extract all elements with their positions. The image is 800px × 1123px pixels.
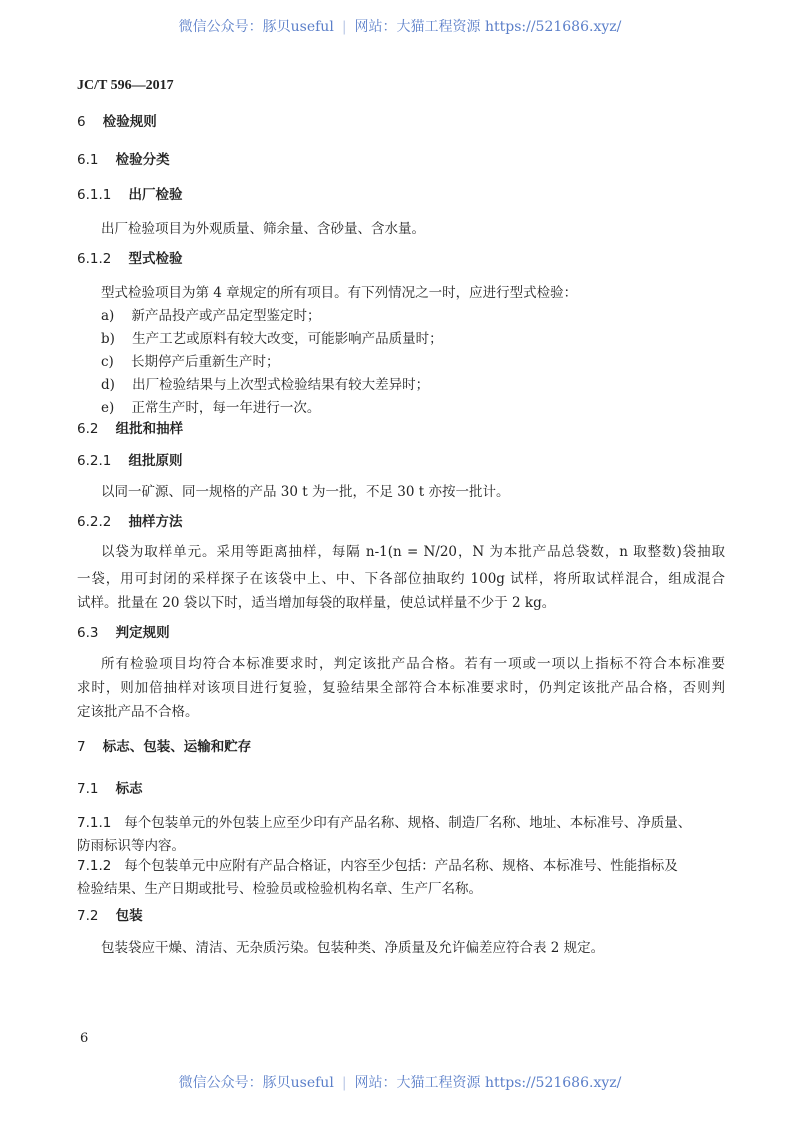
section-title: 组批原则 <box>128 453 183 469</box>
section-title: 判定规则 <box>115 625 170 641</box>
list-item <box>101 399 320 417</box>
heading-7 <box>77 738 251 756</box>
heading-6-2 <box>77 420 183 438</box>
list-marker: a) <box>101 308 115 324</box>
paragraph: 出厂检验项目为外观质量、筛余量、含砂量、含水量。 <box>101 221 425 237</box>
list-text: 长期停产后重新生产时； <box>131 354 280 370</box>
section-number: 6.3 <box>77 625 99 641</box>
heading-7-1 <box>77 780 143 798</box>
paragraph-line: 防雨标识等内容。 <box>77 838 185 854</box>
list-text: 正常生产时，每一年进行一次。 <box>131 400 321 416</box>
watermark-site: 网站：大猫工程资源 https://521686.xyz/ <box>354 19 622 35</box>
section-number: 7.1 <box>77 781 99 797</box>
watermark-header <box>0 18 800 36</box>
list-text: 出厂检验结果与上次型式检验结果有较大差异时； <box>132 377 430 393</box>
watermark-wechat: 微信公众号：豚贝useful <box>178 19 334 35</box>
heading-6-1-1 <box>77 186 183 204</box>
paragraph-line: 求时，则加倍抽样对该项目进行复验，复验结果全部符合本标准要求时，仍判定该批产品合格，否则判 <box>77 680 725 696</box>
section-number: 6.1.2 <box>77 251 112 267</box>
section-title: 标志、包装、运输和贮存 <box>102 739 252 755</box>
clause-7-1-1 <box>77 814 691 832</box>
standard-code: JC/T 596—2017 <box>77 78 174 93</box>
heading-6-2-2 <box>77 513 183 531</box>
paragraph-line: 定该批产品不合格。 <box>77 704 199 720</box>
paragraph: 包装袋应干燥、清洁、无杂质污染。包装种类、净质量及允许偏差应符合表 2 规定。 <box>101 940 605 956</box>
section-title: 标志 <box>115 781 143 797</box>
list-marker: e) <box>101 400 115 416</box>
heading-6-1 <box>77 151 170 169</box>
section-number: 6.2 <box>77 421 99 437</box>
watermark-footer <box>0 1074 800 1092</box>
paragraph-line: 所有检验项目均符合本标准要求时，判定该批产品合格。若有一项或一项以上指标不符合本标准要 <box>101 656 725 672</box>
heading-7-2 <box>77 907 143 925</box>
section-title: 检验规则 <box>102 114 157 130</box>
section-title: 组批和抽样 <box>115 421 184 437</box>
section-number: 7.2 <box>77 908 99 924</box>
section-number: 6 <box>77 114 86 130</box>
paragraph-line: 以袋为取样单元。采用等距离抽样，每隔 n-1(n = N/20，N 为本批产品总袋数，n 取整数)袋抽取 <box>101 544 725 560</box>
section-number: 6.2.1 <box>77 453 112 469</box>
section-title: 检验分类 <box>115 152 170 168</box>
paragraph-line: 试样。批量在 20 袋以下时，适当增加每袋的取样量，使总试样量不少于 2 kg。 <box>77 595 556 611</box>
section-title: 包装 <box>115 908 143 924</box>
clause-text: 每个包装单元中应附有产品合格证，内容至少包括：产品名称、规格、本标准号、性能指标及 <box>124 858 678 874</box>
watermark-separator: | <box>341 19 347 35</box>
section-title: 型式检验 <box>128 251 183 267</box>
list-item <box>101 307 321 325</box>
heading-6 <box>77 113 157 131</box>
section-number: 6.1.1 <box>77 187 112 203</box>
section-number: 7.1.1 <box>77 815 112 831</box>
clause-7-1-2 <box>77 857 678 875</box>
section-title: 出厂检验 <box>128 187 183 203</box>
list-marker: b) <box>101 331 115 347</box>
paragraph-line: 检验结果、生产日期或批号、检验员或检验机构名章、生产厂名称。 <box>77 881 482 897</box>
list-item <box>101 330 443 348</box>
section-number: 6.2.2 <box>77 514 112 530</box>
page-number: 6 <box>80 1031 89 1046</box>
list-item <box>101 353 280 371</box>
paragraph-line: 一袋，用可封闭的采样探子在该袋中上、中、下各部位抽取约 100g 试样，将所取试样混合，组成混合 <box>77 571 725 587</box>
section-number: 7.1.2 <box>77 858 112 874</box>
heading-6-3 <box>77 624 170 642</box>
list-marker: c) <box>101 354 114 370</box>
watermark-separator: | <box>341 1075 347 1091</box>
paragraph: 以同一矿源、同一规格的产品 30 t 为一批，不足 30 t 亦按一批计。 <box>101 484 510 500</box>
section-number: 6.1 <box>77 152 99 168</box>
section-number: 7 <box>77 739 86 755</box>
list-marker: d) <box>101 377 115 393</box>
list-text: 新产品投产或产品定型鉴定时； <box>131 308 321 324</box>
clause-text: 每个包装单元的外包装上应至少印有产品名称、规格、制造厂名称、地址、本标准号、净质量、 <box>124 815 692 831</box>
heading-6-1-2 <box>77 250 183 268</box>
paragraph: 型式检验项目为第 4 章规定的所有项目。有下列情况之一时，应进行型式检验： <box>101 285 578 301</box>
section-title: 抽样方法 <box>128 514 183 530</box>
watermark-wechat: 微信公众号：豚贝useful <box>178 1075 334 1091</box>
watermark-site: 网站：大猫工程资源 https://521686.xyz/ <box>354 1075 622 1091</box>
list-item <box>101 376 429 394</box>
heading-6-2-1 <box>77 452 183 470</box>
list-text: 生产工艺或原料有较大改变，可能影响产品质量时； <box>132 331 443 347</box>
